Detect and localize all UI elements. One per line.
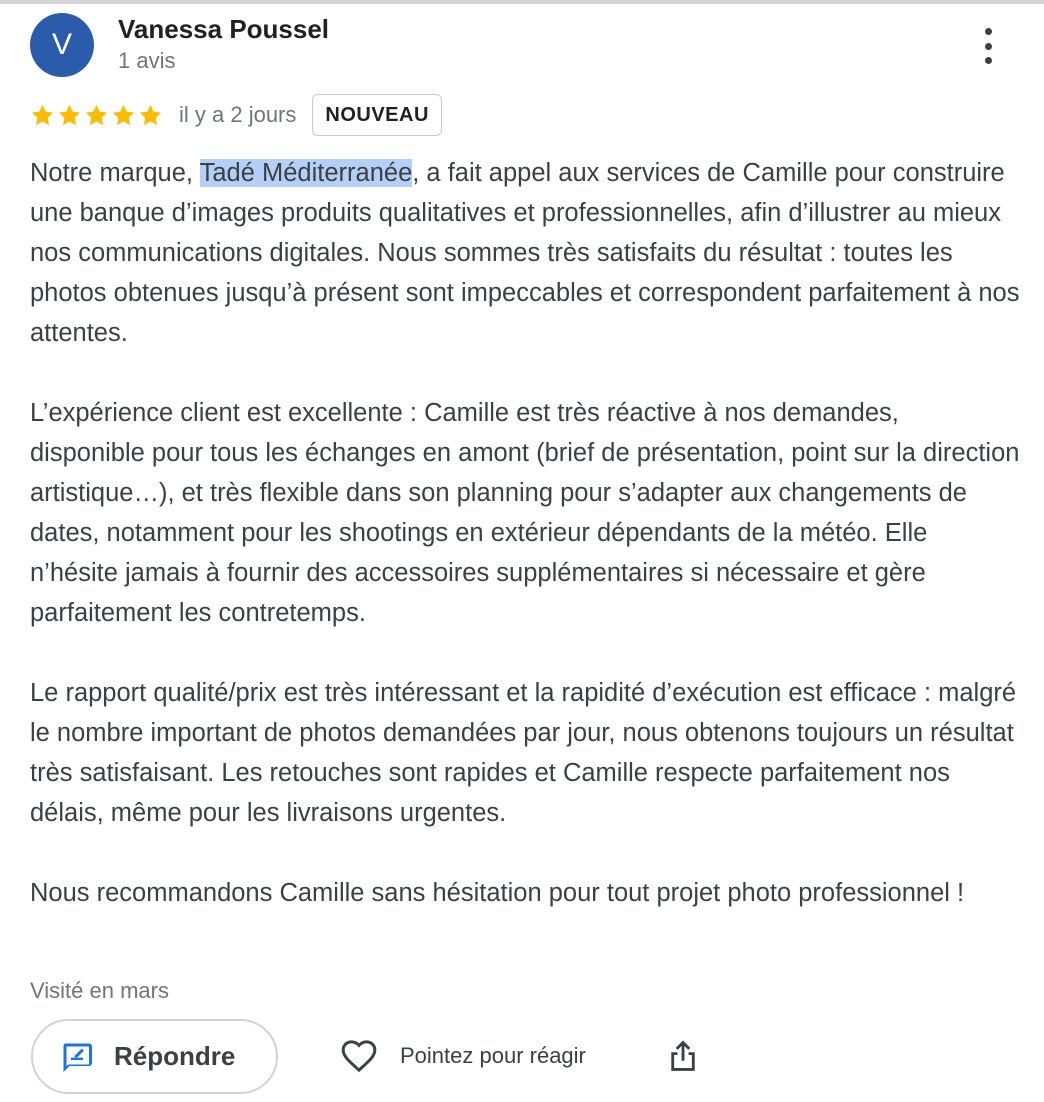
review-text-segment: , a fait appel aux services de Camille pour construire une banque d’images produits qualitatives et professionnelles, afin d’illustrer au mieux nos communications digitales. Nous sommes très satisfaits du résultat : toutes les photos obtenues jusqu’à présent sont impeccables et correspondent parfaitement à nos attentes. bbox=[30, 159, 1020, 347]
reply-button[interactable] bbox=[31, 1019, 278, 1094]
reply-icon bbox=[59, 1039, 95, 1075]
more-options-button[interactable] bbox=[970, 24, 1006, 68]
more-vertical-icon bbox=[985, 28, 992, 35]
reply-button-label: Répondre bbox=[114, 1041, 236, 1071]
visit-info: Visité en mars bbox=[30, 978, 169, 1003]
star-icon bbox=[57, 103, 82, 128]
more-vertical-icon-dot bbox=[985, 57, 992, 64]
star-icon bbox=[138, 103, 163, 128]
star-icon bbox=[30, 103, 55, 128]
reviewer-name[interactable]: Vanessa Poussel bbox=[118, 14, 330, 44]
star-icon bbox=[84, 103, 109, 128]
new-badge: NOUVEAU bbox=[312, 94, 442, 136]
review-paragraph: Nous recommandons Camille sans hésitation pour tout projet photo professionnel ! bbox=[30, 879, 965, 907]
review-paragraph: L’expérience client est excellente : Camille est très réactive à nos demandes, disponible pour tous les échanges en amont (brief de présentation, point sur la direction artistique…), et très flexible dans son planning pour s’adapter aux changements de dates, notamment pour les shootings en extérieur dépendants de la météo. Elle n’hésite jamais à fournir des accessoires supplémentaires si nécessaire et gère parfaitement les contretemps. bbox=[30, 399, 1020, 627]
heart-icon bbox=[338, 1036, 380, 1076]
selected-text: Tadé Méditerranée bbox=[199, 159, 413, 187]
avatar[interactable]: V bbox=[30, 13, 94, 77]
share-icon[interactable] bbox=[664, 1036, 702, 1076]
review-count: 1 avis bbox=[118, 48, 176, 73]
star-rating bbox=[30, 103, 163, 128]
star-icon bbox=[111, 103, 136, 128]
review-text-segment: Notre marque, bbox=[30, 159, 200, 187]
review-date: il y a 2 jours bbox=[179, 102, 297, 127]
react-label: Pointez pour réagir bbox=[400, 1043, 586, 1068]
more-vertical-icon-dot bbox=[985, 43, 992, 50]
review-paragraph: Le rapport qualité/prix est très intéressant et la rapidité d’exécution est efficace : malgré le nombre important de photos demandées par jour, nous obtenons toujours un résultat très satisfaisant. Les retouches sont rapides et Camille respecte parfaitement nos délais, même pour les livraisons urgentes. bbox=[30, 679, 1017, 827]
rating-row bbox=[30, 94, 442, 136]
review-text bbox=[30, 153, 1020, 913]
review-paragraph bbox=[30, 153, 1020, 353]
react-button[interactable] bbox=[338, 1036, 586, 1076]
